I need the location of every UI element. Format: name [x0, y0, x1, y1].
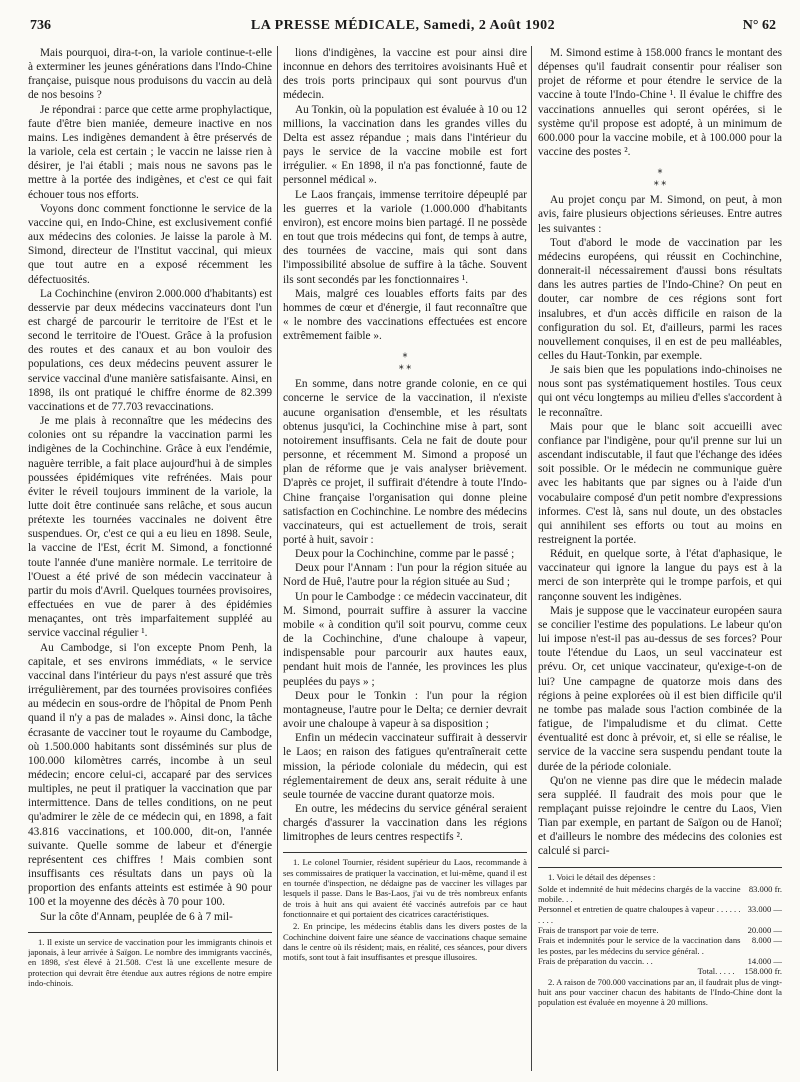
- footnotes: [283, 852, 527, 962]
- expense-label: Solde et indemnité de huit médecins chargés de la vaccine mobile. . .: [538, 883, 741, 905]
- column-rule: [531, 46, 532, 1071]
- expense-label: Frais de préparation du vaccin. . .: [538, 955, 653, 966]
- paragraph: Je me plais à reconnaître que les médecins des colonies ont su répandre la vaccination parmi les indigènes de la Cochinchine. Grâce à eux l'endémie, naguère terrible, a fait place aujourd'hui à de simples poussées épidémiques vite refrénées. Mais pour éviter le réveil toujours imminent de la variole, la lutte doit être continuée sans relâche, et sous aucun prétexte les tournées vaccinales ne doivent être suspendues. Or, c'est ce qui a eu lieu en 1898. Seule, la vaccine de l'Est, écrit M. Simond, a fonctionné toute l'année d'une manière normale. Le territoire de l'Ouest a été privé de son médecin vaccinateur à partir du mois d'Avril. Quelques tournées provisoires, effectuées en vue de parer à des épidémies menaçantes, ont très imparfaitement suppléé au service vaccinal régulier ¹.: [28, 415, 272, 640]
- paragraph: Deux pour le Tonkin : l'un pour la région montagneuse, l'autre pour le Delta; ce dernier devrait avoir une chaloupe à vapeur à sa disposition ;: [283, 689, 527, 731]
- expense-amount: 8.000 —: [751, 935, 782, 946]
- footnotes: [538, 867, 782, 1008]
- expense-total-label: Total. . . . .: [697, 966, 735, 977]
- expense-label: Personnel et entretien de quatre chaloupes à vapeur . . . . . . . . . .: [538, 904, 741, 925]
- expense-amount: 14.000 —: [747, 955, 782, 966]
- expense-label: Frais de transport par voie de terre.: [538, 925, 659, 936]
- paragraph: M. Simond estime à 158.000 francs le montant des dépenses qu'il faudrait consentir pour réaliser son projet de réforme et pour étendre le service de la vaccine à toute l'Indo-Chine ¹. Il évalue le chiffre des vaccinations annuelles qui seront opérées, si le système qu'il propose est adopté, à un minimum de 600.000 pour la vaccine mobile, et à 100.000 pour la vaccine des postes ².: [538, 47, 782, 159]
- paragraph: Tout d'abord le mode de vaccination par les médecins européens, qui réussit en Cochinchine, donnerait-il nécessairement d'aussi bons résultats dans les autres parties de l'Indo-Chine? On peut en douter, car nombre de ces régions sont fort insalubres, et d'un accès difficile en raison de la configuration du sol. Et, d'ailleurs, parmi les races nouvellement conquises, il en est de peu malléables, celles du Haut-Tonkin, par exemple.: [538, 236, 782, 362]
- paragraph: La Cochinchine (environ 2.000.000 d'habitants) est desservie par deux médecins vaccinateurs dont l'un est chargé de parcourir le territoire de l'Est et le second le territoire de l'Ouest. Grâce à la profusion des routes et des canaux et au bon vouloir des populations, ces deux médecins peuvent assurer le service vaccinal d'une manière satisfaisante. Ainsi, en 1898, ils ont pratiqué le chiffre énorme de 82.399 vaccinations et de 77.703 revaccinations.: [28, 287, 272, 413]
- column-3-body-continued: [538, 193, 782, 858]
- paragraph: Mais pour que le blanc soit accueilli avec confiance par l'indigène, pour qu'il prenne sur lui un ascendant indiscutable, il faut que l'échange des idées soit possible. Or le médecin ne communique guère avec les habitants que par signes ou à l'aide d'un vocabulaire composé d'un petit nombre d'expressions informes. C'est là, sans nul doute, un des obstacles qui annihilent ses efforts ou tout au moins en restreignent la portée.: [538, 420, 782, 546]
- footnote: 1. Il existe un service de vaccination pour les immigrants chinois et japonais, à leur arrivée à Saïgon. Le nombre des immigrants vaccinés, en 1898, s'est élevé à 21.508. C'est là une excellente mesure de protection qui devrait être étendue aux autres régions de notre empire indo-chinois.: [28, 936, 272, 988]
- paragraph: Deux pour l'Annam : l'un pour la région située au Nord de Huê, l'autre pour la région située au Sud ;: [283, 562, 527, 589]
- column-rule: [277, 46, 278, 1071]
- footnotes: [28, 932, 272, 988]
- paragraph: Réduit, en quelque sorte, à l'état d'aphasique, le vaccinateur qui ignore la langue du pays est à la merci de son interprète qui le trompe parfois, et qui rançonne souvent les indigènes.: [538, 548, 782, 603]
- expense-total-row: [538, 966, 782, 976]
- paragraph: Un pour le Cambodge : ce médecin vaccinateur, dit M. Simond, pourrait suffire à assurer la vaccine mobile « à condition qu'il soit pourvu, comme ceux de la Cochinchine, d'une chaloupe à vapeur, indispensable pour parcourir aux hautes eaux, pendant huit mois de l'année, les provinces les plus peuplées du pays » ;: [283, 590, 527, 688]
- footnote: 2. En principe, les médecins établis dans les divers postes de la Cochinchine doivent faire une séance de vaccinations chaque semaine dans le centre où ils résident; mais, en réalité, ces séances, pour divers motifs, sont tout à fait insuffisantes et presque illusoires.: [283, 921, 527, 963]
- paragraph: Qu'on ne vienne pas dire que le médecin malade sera suppléé. Il faudrait des mois pour que le remplaçant puisse rejoindre le centre du Laos, Vien Tian par exemple, en partant de Saïgon ou de Hanoï; et d'ailleurs le nombre des médecins des colonies est calculé si parci-: [538, 774, 782, 858]
- page-number: 736: [30, 18, 51, 33]
- expense-amount: 33.000 —: [747, 904, 782, 915]
- expense-amount: 20.000 —: [747, 925, 782, 936]
- column-3: [538, 46, 782, 1076]
- column-1: [28, 46, 272, 1076]
- expense-row: [538, 956, 782, 966]
- paragraph: Le Laos français, immense territoire dépeuplé par les guerres et la variole (1.000.000 d'habitants environ), est encore moins bien partagé. Il ne possède en tout que trois médecins qui font, de temps à autre, des tournées de vaccine, mais qui sont dans l'impossibilité absolue de suffire à la tâche. Souvent ils sont secondés par les fonctionnaires ¹.: [283, 188, 527, 286]
- expense-table: [538, 884, 782, 977]
- expense-row: [538, 884, 782, 905]
- paragraph: Mais je suppose que le vaccinateur européen saura se concilier l'estime des populations. Le labeur qu'on lui impose n'est-il pas au-dessus de ses forces? Pour toute l'étendue du Laos, un seul vaccinateur est prévu. Or, cet unique vaccinateur, qu'exige-t-on de lui? Une campagne de quatorze mois dans des régions à peine explorées où il est bien difficile qu'il ne tombe pas malade sous l'action combinée de la fatigue, de l'impaludisme et du climat. Cette éventualité est donc à prévoir, et, si elle se réalise, le service de la vaccine sera suspendu pendant toute la durée de la période coloniale.: [538, 604, 782, 773]
- issue-number: N° 62: [742, 18, 776, 33]
- paragraph: Mais pourquoi, dira-t-on, la variole continue-t-elle à exterminer les jeunes générations dans l'Indo-Chine française, puisque nous produisons du vaccin au delà de nos besoins ?: [28, 47, 272, 102]
- paragraph: Au Tonkin, où la population est évaluée à 10 ou 12 millions, la vaccination dans les grandes villes du Delta est assez répandue ; mais dans l'intérieur du pays le service de la vaccine mobile est fort irrégulier. « En 1898, il n'a pas fonctionné, faute de personnel médical ».: [283, 103, 527, 187]
- paragraph: Je sais bien que les populations indo-chinoises ne nous sont pas systématiquement hostiles. Tous ceux qui ont vécu longtemps au milieu d'elles s'accordent à le reconnaître.: [538, 364, 782, 419]
- footnote: 1. Le colonel Tournier, résident supérieur du Laos, recommande à ses commissaires de pratiquer la vaccination, et lui-même, quand il est en tournée d'inspection, ne dédaigne pas de vacciner les villages par lesquels il passe. Dans le Bas-Laos, j'ai vu de très nombreux enfants de trois à huit ans qui avaient été vaccinés autrefois par ce haut fonctionnaire et qui portaient des cicatrices caractéristiques.: [283, 857, 527, 919]
- footnote: 1. Voici le détail des dépenses :: [548, 871, 656, 882]
- section-separator: ⁎ ⁎ ⁎: [653, 165, 667, 189]
- column-3-body: [538, 46, 782, 159]
- column-2: [283, 46, 527, 1076]
- paragraph: Deux pour la Cochinchine, comme par le passé ;: [295, 548, 515, 561]
- section-separator: ⁎ ⁎ ⁎: [398, 349, 412, 373]
- paragraph: Au projet conçu par M. Simond, on peut, à mon avis, faire plusieurs objections sérieuses. Entre autres les suivantes :: [538, 194, 782, 235]
- running-header: [30, 18, 776, 38]
- paragraph: Mais, malgré ces louables efforts faits par des hommes de cœur et d'énergie, il faut reconnaître que « le nombre des vaccinations effectuées est encore extrêmement faible ».: [283, 287, 527, 343]
- expense-total-amount: 158.000 fr.: [744, 966, 782, 977]
- paragraph: Voyons donc comment fonctionne le service de la vaccine qui, en Indo-Chine, est exclusivement confié aux médecins des colonies. Je laisse la parole à M. Simond, directeur de l'Institut vaccinal, qui mieux que tout autre en a exposé récemment les défectuosités.: [28, 202, 272, 286]
- paragraph: Au Cambodge, si l'on excepte Pnom Penh, la capitale, et ses environs immédiats, « le service vaccinal dans l'intérieur du pays n'est assuré que très irrégulièrement, par des tournées provisoires confiées au médecin en sous-ordre de l'hôpital de Pnom Penh quand il n'y a pas de malades ». Ainsi donc, la tâche écrasante de vacciner tout le royaume du Cambodge, où 1.500.000 habitants sont disséminés sur plus de 100.000 kilomètres carrés, incombe à un seul médecin; encore celui-ci, accaparé par des services multiples, ne peut il pratiquer la vaccination que par intermittence. Dans de telles conditions, on ne peut qu'admirer le zèle de ce médecin qui, en 1898, a fait 43.816 vaccinations, et 100.000, dit-on, l'année suivante. Quelle somme de labeur et d'énergie représentent ces chiffres ! Mais combien sont insuffisants ces résultats dans un pays où la proportion des enfants atteints est estimée à 90 pour 100 et la moyenne des décès à 70 pour 100.: [28, 641, 272, 909]
- paragraph: En outre, les médecins du service général seraient chargés d'assurer la vaccination dans les régions limitrophes de leurs centres respectifs ².: [283, 802, 527, 844]
- column-2-body: [283, 46, 527, 343]
- expense-label: Frais et indemnités pour le service de la vaccination dans les postes, par les médecins du service général. .: [538, 935, 741, 956]
- journal-title: LA PRESSE MÉDICALE, Samedi, 2 Août 1902: [250, 18, 556, 33]
- paragraph: Enfin un médecin vaccinateur suffirait à desservir le Laos; en raison des fatigues qu'entraînerait cette mission, la période coloniale du médecin, qui est réglementairement de deux ans, serait réduite à une seule tournée de vaccine durant quatorze mois.: [283, 732, 527, 801]
- footnote: 2. A raison de 700.000 vaccinations par an, il faudrait plus de vingt-huit ans pour vacciner chacun des habitants de l'Indo-Chine dont la population est évaluée en moyenne à 20 millions.: [538, 976, 782, 1008]
- expense-row: [538, 935, 782, 956]
- paragraph: Je répondrai : parce que cette arme prophylactique, faute d'être bien maniée, demeure inactive en nos mains. Les indigènes demandent à être préservés de la variole, cela est certain ; le vaccin ne laisse rien à désirer, je l'ai établi ; mais nous ne savons pas le mettre à la portée des indigènes, et c'est ce qui fait échouer tous nos efforts.: [28, 103, 272, 201]
- column-2-body-continued: [283, 377, 527, 844]
- column-1-body: [28, 46, 272, 924]
- expense-amount: 83.000 fr.: [748, 883, 782, 894]
- expense-row: [538, 925, 782, 935]
- paragraph: En somme, dans notre grande colonie, en ce qui concerne le service de la vaccination, il n'existe aucune organisation d'ensemble, et les résultats obtenus jusqu'ici, la Cochinchine mise à part, sont notoirement insuffisants. Cela ne fait de doute pour personne, et récemment M. Simond a proposé un plan de réforme que je vais analyser brièvement. D'après ce projet, il suffirait d'étendre à toute l'Indo-Chine française l'organisation qui donne pleine satisfaction en Cochinchine. Le nombre des médecins vaccinateurs, qui est actuellement de trois, serait porté à huit, savoir :: [283, 378, 527, 546]
- expense-row: [538, 904, 782, 925]
- paragraph: lions d'indigènes, la vaccine est pour ainsi dire inconnue en dehors des territoires avoisinants Huê et des trois ports principaux qui sont pourvus d'un médecin.: [283, 47, 527, 102]
- paragraph: Sur la côte d'Annam, peuplée de 6 à 7 mil-: [40, 910, 233, 923]
